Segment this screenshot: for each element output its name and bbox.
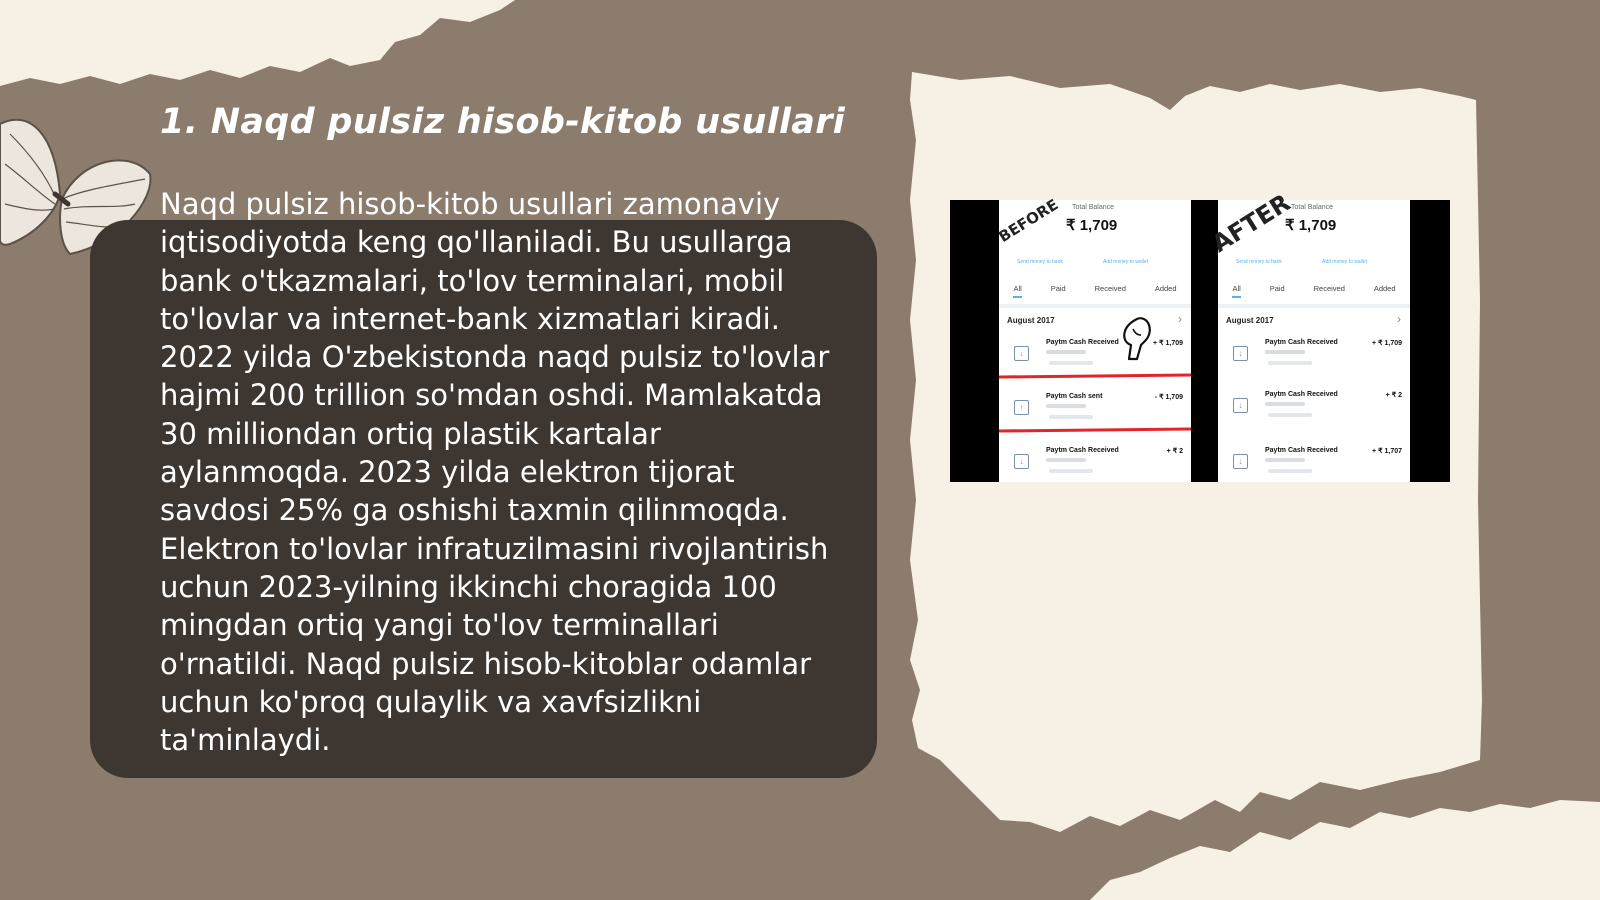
transaction-name: Paytm Cash Received [1046, 339, 1119, 346]
transaction-detail [1265, 458, 1305, 462]
tab-paid: Paid [1269, 284, 1285, 293]
transaction-name: Paytm Cash Received [1046, 447, 1119, 454]
tab-paid: Paid [1050, 284, 1066, 293]
transaction-amount: + ₹ 1,707 [1372, 448, 1402, 455]
tab-all: All [1013, 284, 1021, 298]
wallet-icon: ↓ [1233, 346, 1248, 361]
transaction-tabs [999, 284, 1191, 298]
transaction-amount: - ₹ 1,709 [1154, 394, 1183, 401]
transaction-row [1218, 446, 1410, 496]
transaction-date [1268, 361, 1312, 365]
wallet-icon: ↓ [1014, 346, 1029, 361]
transaction-row [1218, 338, 1410, 388]
transaction-row [999, 446, 1191, 496]
transaction-detail [1046, 350, 1086, 354]
chevron-right-icon: › [1178, 312, 1182, 326]
before-tag: BEFORE [995, 195, 1062, 246]
red-underline [999, 428, 1191, 432]
transaction-name: Paytm Cash Received [1265, 391, 1338, 398]
month-label: August 2017 [1226, 316, 1274, 325]
transaction-date [1049, 469, 1093, 473]
after-tag: AFTER [1207, 188, 1296, 258]
transaction-name: Paytm Cash Received [1265, 447, 1338, 454]
chevron-right-icon: › [1397, 312, 1401, 326]
tab-added: Added [1154, 284, 1177, 293]
month-label: August 2017 [1007, 316, 1055, 325]
balance-label: Total Balance [1291, 204, 1334, 211]
torn-paper-top-left [0, 0, 515, 86]
transaction-name: Paytm Cash Received [1265, 339, 1338, 346]
balance-value: ₹ 1,709 [1285, 217, 1337, 234]
wallet-icon: ↓ [1014, 454, 1029, 469]
before-after-screenshot [950, 188, 1450, 482]
red-underline [999, 374, 1191, 378]
tab-added: Added [1373, 284, 1396, 293]
transaction-row [999, 338, 1191, 388]
transaction-amount: + ₹ 2 [1385, 392, 1402, 399]
add-to-wallet-link: Add money to wallet [1322, 259, 1368, 265]
transaction-amount: + ₹ 1,709 [1153, 340, 1183, 347]
transaction-row [999, 392, 1191, 442]
transaction-detail [1046, 458, 1086, 462]
transaction-name: Paytm Cash sent [1046, 393, 1103, 400]
transaction-date [1049, 361, 1093, 365]
after-panel [1207, 188, 1410, 482]
add-to-wallet-link: Add money to wallet [1103, 259, 1149, 265]
wallet-icon: ↓ [1233, 398, 1248, 413]
tab-separator [999, 304, 1191, 308]
pointing-hand-icon [1119, 315, 1153, 363]
balance-label: Total Balance [1072, 204, 1115, 211]
transaction-date [1268, 413, 1312, 417]
transaction-detail [1046, 404, 1086, 408]
slide-title: 1. Naqd pulsiz hisob-kitob usullari [160, 102, 846, 142]
transaction-row [1218, 390, 1410, 440]
transaction-detail [1265, 402, 1305, 406]
transaction-amount: + ₹ 1,709 [1372, 340, 1402, 347]
transaction-date [1268, 469, 1312, 473]
tab-received: Received [1094, 284, 1126, 293]
send-to-bank-link: Send money to bank [1017, 259, 1063, 265]
transaction-amount: + ₹ 2 [1166, 448, 1183, 455]
transaction-date [1049, 415, 1093, 419]
wallet-icon: ↑ [1014, 400, 1029, 415]
tab-all: All [1232, 284, 1240, 298]
send-to-bank-link: Send money to bank [1236, 259, 1282, 265]
before-panel [995, 195, 1191, 482]
transaction-tabs [1218, 284, 1410, 298]
wallet-icon: ↓ [1233, 454, 1248, 469]
transaction-detail [1265, 350, 1305, 354]
balance-value: ₹ 1,709 [1066, 217, 1118, 234]
tab-received: Received [1313, 284, 1345, 293]
tab-separator [1218, 304, 1410, 308]
slide-body-text: Naqd pulsiz hisob-kitob usullari zamonaviy iqtisodiyotda keng qo'llaniladi. Bu usullarga bank o'tkazmalari, to'lov terminalari, mobil to'lovlar va internet-bank xizmatlari kiradi. 2022 yilda O'zbekistonda naqd pulsiz to'lovlar hajmi 200 trillion so'mdan oshdi. Mamlakatda 30 milliondan ortiq plastik kartalar aylanmoqda. 2023 yilda elektron tijorat savdosi 25% ga oshishi taxmin qilinmoqda. Elektron to'lovlar infratuzilmasini rivojlantirish uchun 2023-yilning ikkinchi choragida 100 mingdan ortiq yangi to'lov terminallari o'rnatildi. Naqd pulsiz hisob-kitoblar odamlar uchun ko'proq qulaylik va xavfsizlikni ta'minlaydi. [160, 187, 830, 758]
